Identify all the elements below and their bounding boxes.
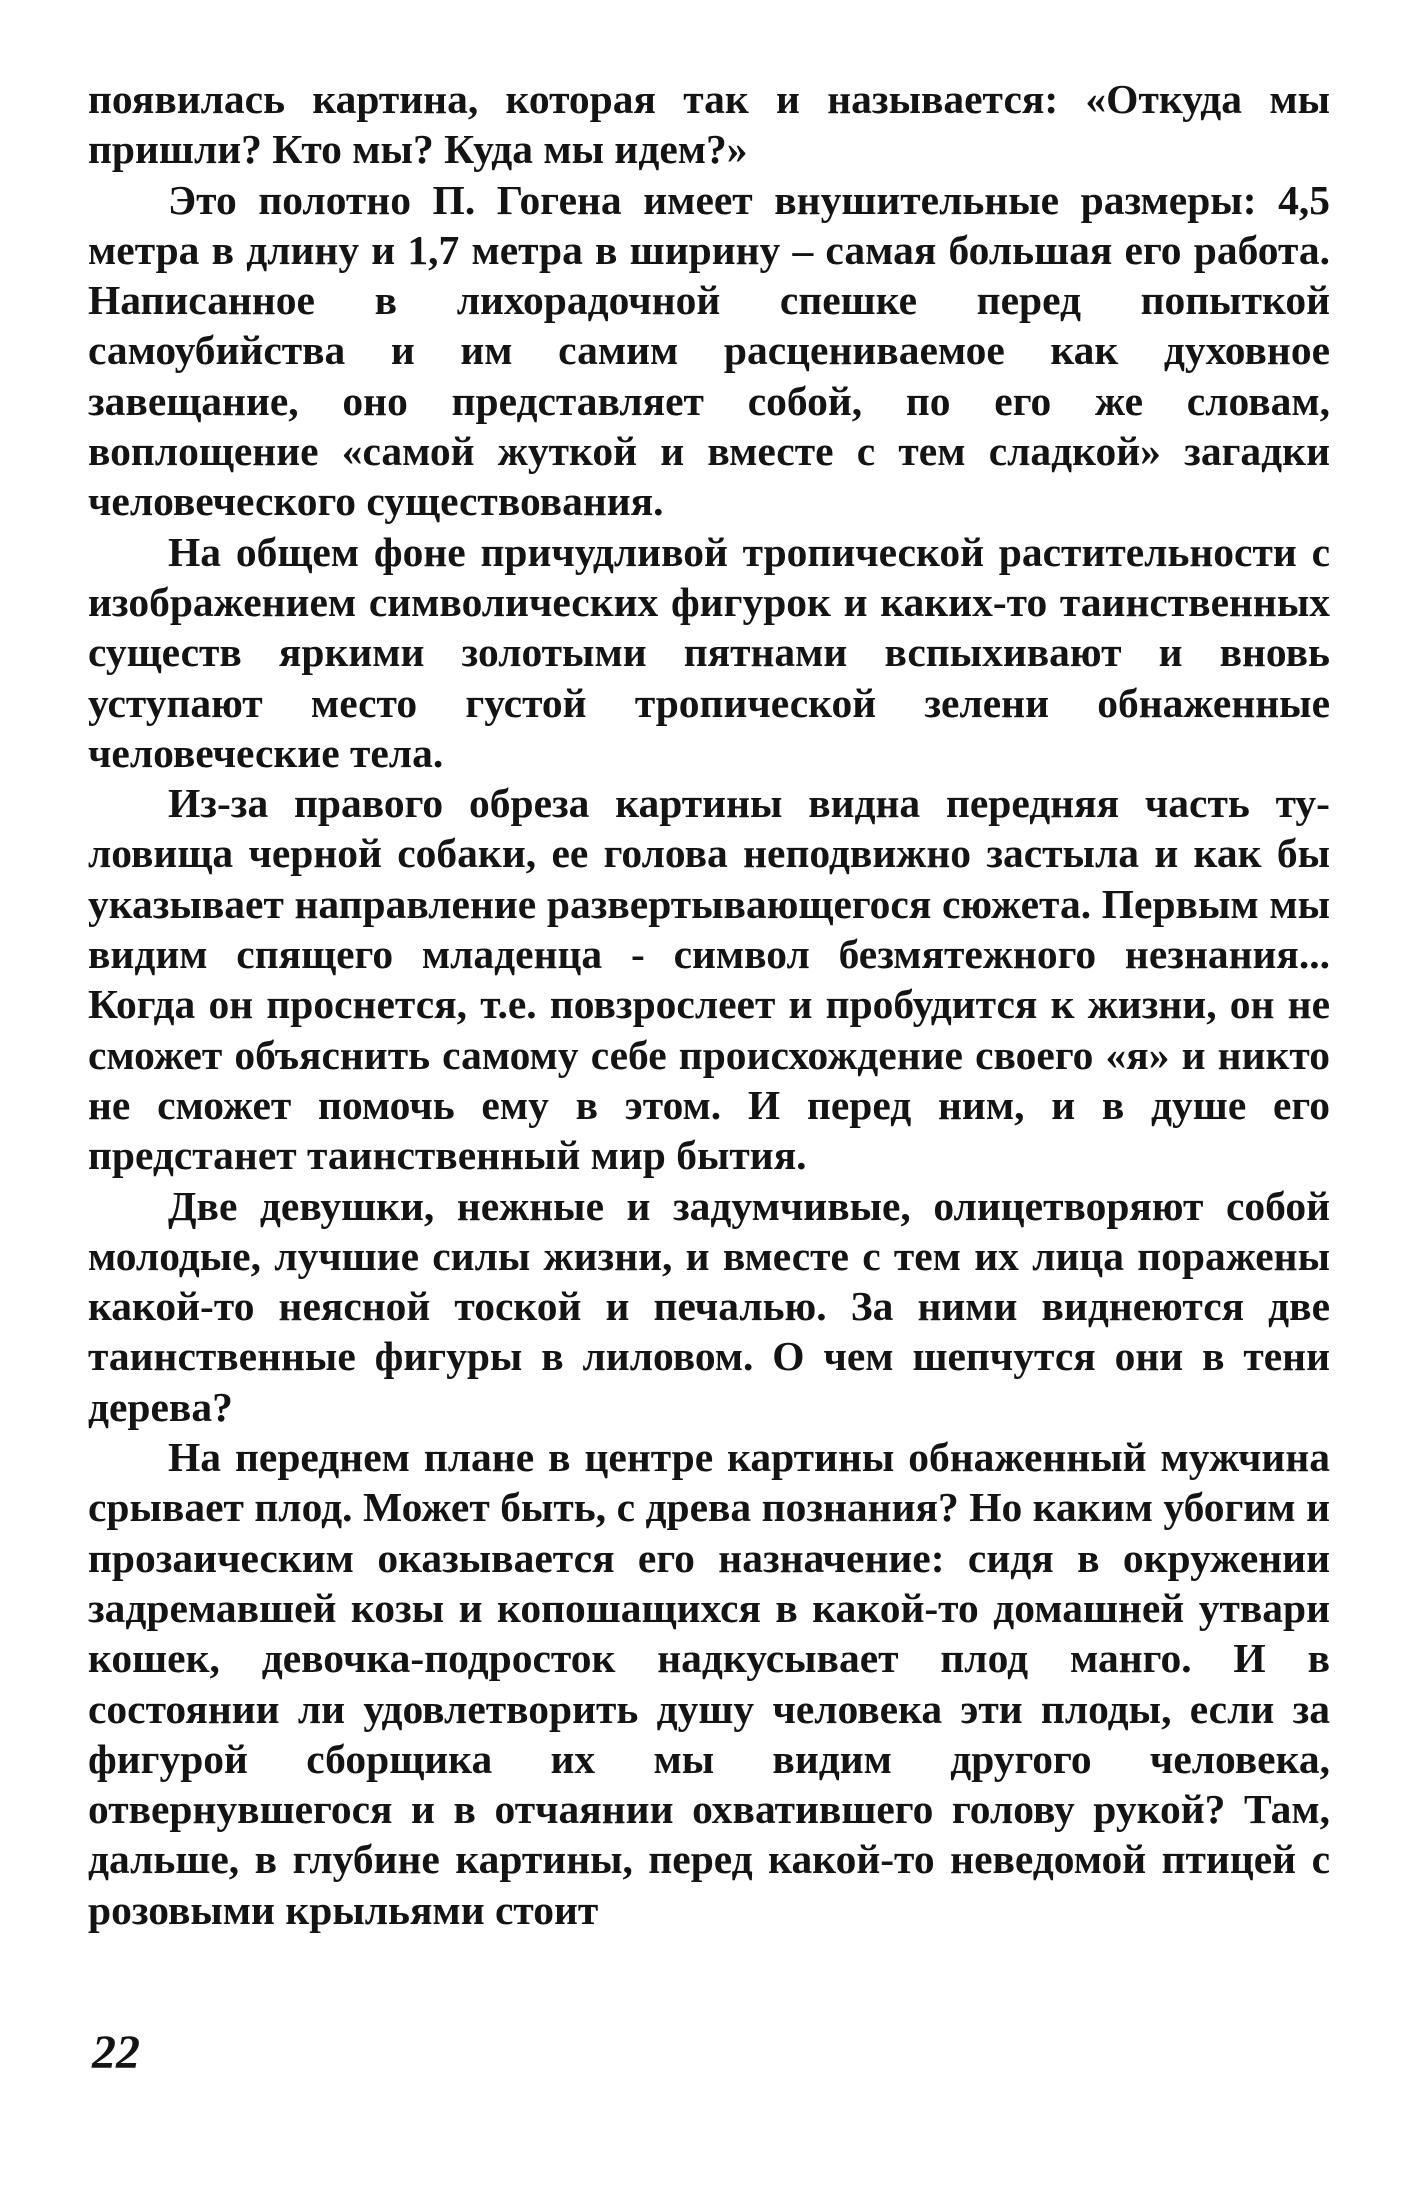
body-text xyxy=(88,74,1330,1935)
paragraph-2: Это полотно П. Гогена имеет внушительные размеры: 4,5 метра в длину и 1,7 метра в ширину – самая большая его работа. Написанное в лихорадочной спешке перед попыткой самоубийства и им самим расцениваемое как духовное завещание, оно представляет собой, по его же словам, воплощение «самой жуткой и вместе с тем сладкой» загадки человеческого существования. xyxy=(88,176,1330,525)
paragraph-4: Из-за правого обреза картины видна передняя часть туловища черной собаки, ее голова неподвижно застыла и как бы указывает направление развертывающегося сюжета. Первым мы видим спящего младенца - символ безмятежного незнания... Когда он проснется, т.е. повзрослеет и пробудится к жизни, он не сможет объяснить самому себе происхождение своего «я» и никто не сможет помочь ему в этом. И перед ним, и в душе его предстанет таинственный мир бытия. xyxy=(88,780,1330,1179)
paragraph-6: На переднем плане в центре картины обнаженный мужчина срывает плод. Может быть, с древа познания? Но каким убогим и прозаическим оказывается его назначение: сидя в окружении задремавшей козы и копошащихся в какой-то домашней утвари кошек, девочка-подросток надкусывает плод манго. И в состоянии ли удовлетворить душу человека эти плоды, если за фигурой сборщика их мы видим другого человека, отвернувшегося и в отчаянии охватившего голову рукой? Там, дальше, в глубине картины, перед какой-то неведомой птицей с розовыми крыльями стоит xyxy=(88,1434,1330,1933)
paragraph-5: Две девушки, нежные и задумчивые, олицетворяют собой молодые, лучшие силы жизни, и вместе с тем их лица поражены какой-то неясной тоской и печалью. За ними виднеются две таинственные фигуры в лиловом. О чем шепчутся они в тени дерева? xyxy=(88,1182,1330,1430)
paragraph-3: На общем фоне причудливой тропической растительности с изображением символических фигурок и каких-то таинственных существ яркими золотыми пятнами вспыхивают и вновь уступают место густой тропической зелени обнаженные человеческие тела. xyxy=(88,528,1330,776)
paragraph-1: появилась картина, которая так и называется: «Откуда мы пришли? Кто мы? Куда мы идем?» xyxy=(88,76,1330,173)
page-number: 22 xyxy=(92,2026,140,2079)
